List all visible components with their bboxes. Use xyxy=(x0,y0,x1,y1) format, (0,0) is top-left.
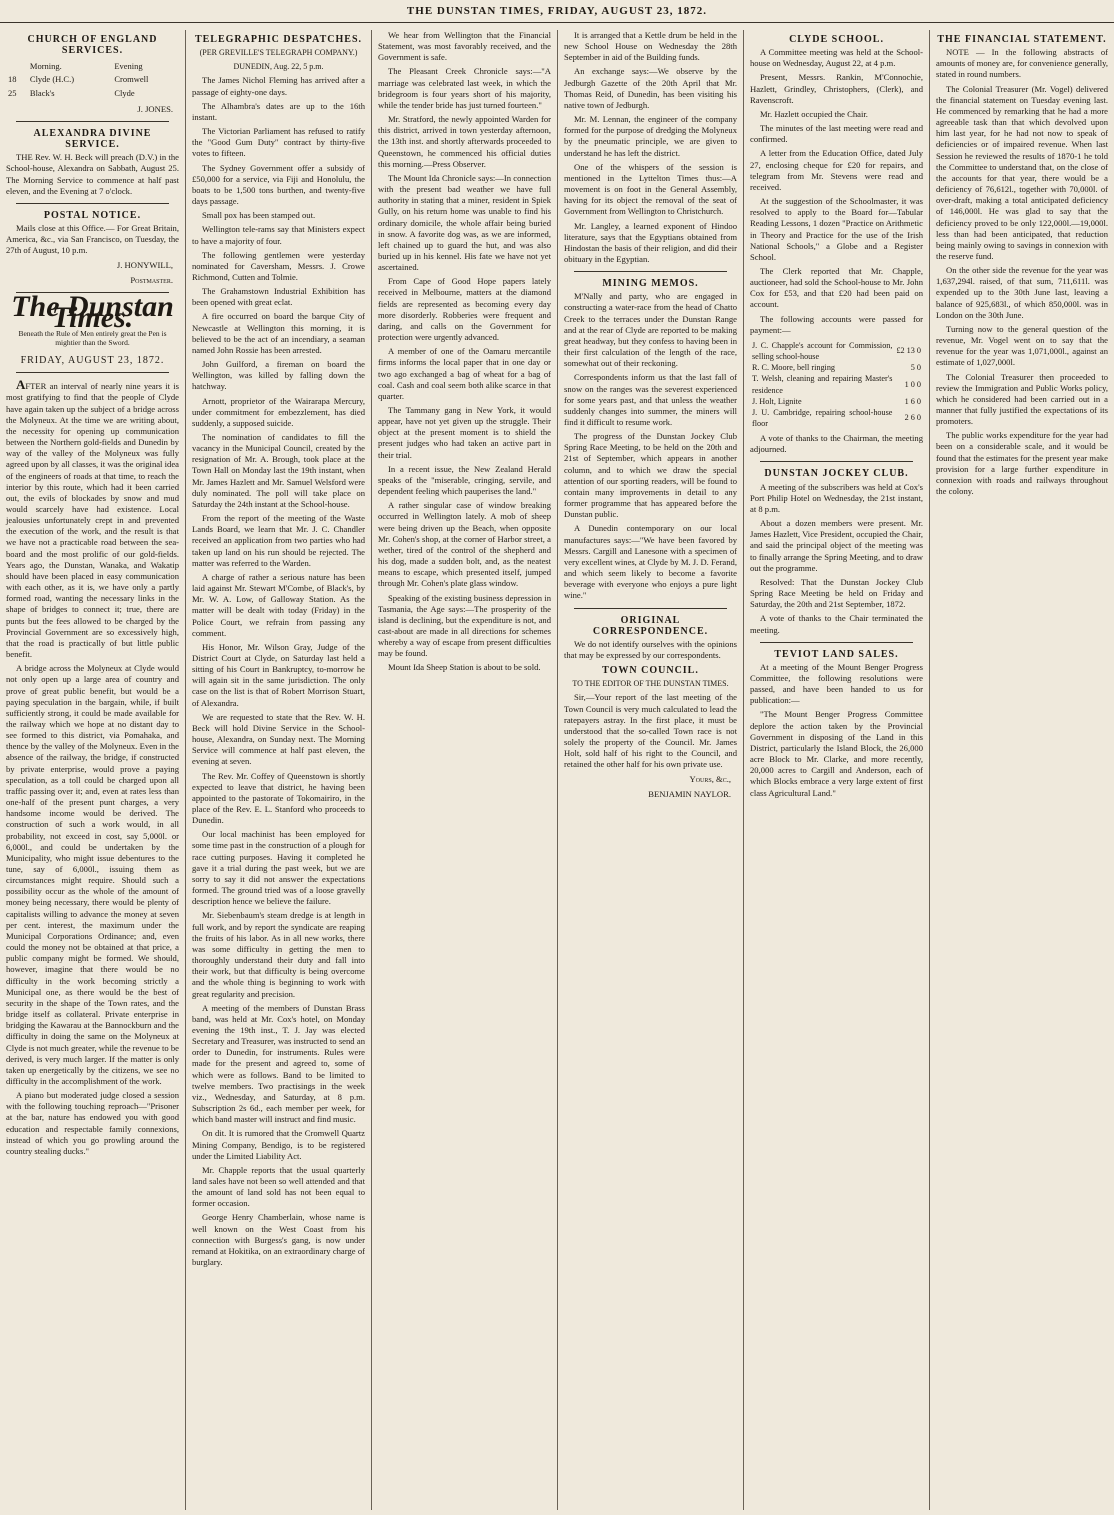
clyde-paragraph: The following accounts were passed for payment:— xyxy=(750,313,923,335)
teviot-items xyxy=(750,662,923,799)
clyde-paragraph: Mr. Hazlett occupied the Chair. xyxy=(760,108,868,119)
town-council-heading: TOWN COUNCIL. xyxy=(602,665,699,677)
financial-paragraph: The Colonial Treasurer (Mr. Vogel) delivered the financial statement on Tuesday evening last. He commenced by remarking that he had a more agreeable task than that which devolved upon him last year, for he had not now to speak of deficiencies or of impaired revenue. When last Session he reviewed the results of 1870-1 he told the Committee to understand that, on the close of the accounts for that year, there would be a deficiency of 76,612l., together with 70,000l. of over-draft, making a total anticipated deficiency of 146,000l. He was glad to say that the deficiency proved to be only 122,000l.—19,000l. less than had been anticipated, that reduction being mainly owing to savings in connexion with the reserve fund. xyxy=(936,83,1108,261)
payment-item: J. U. Cambridge, repairing school-house floor xyxy=(752,407,893,428)
clyde-school-heading: CLYDE SCHOOL. xyxy=(789,34,884,45)
telegraph-dateline: DUNEDIN, Aug. 22, 5 p.m. xyxy=(233,62,324,72)
clyde-paragraph: A letter from the Education Office, dated July 27, enclosing cheque for £20 for repairs, and telegram from Mr. Stevens were read and received. xyxy=(750,148,923,192)
service-evening: Cromwell xyxy=(114,74,149,85)
postal-signature: J. HONYWILL, xyxy=(116,259,173,270)
divider xyxy=(16,121,169,122)
divider xyxy=(16,203,169,204)
news-items xyxy=(564,30,737,265)
news-paragraph: From the report of the meeting of the Waste Lands Board, we learn that Mr. J. C. Chandler received an application from two parties who had taken up land on his run should be rejected. The matter was referred to the Warden. xyxy=(192,513,365,568)
news-paragraph: The Victorian Parliament has refused to ratify the "Good Gum Duty" contract by thirty-five votes to fifteen. xyxy=(192,126,365,159)
news-paragraph: From Cape of Good Hope papers lately received in Melbourne, matters at the diamond fields are represented as becoming every day more disorderly. Robberies were frequent and daring, and calls on the Government for protection were urgently advanced. xyxy=(378,276,551,343)
correspondence-heading: ORIGINAL CORRESPONDENCE. xyxy=(592,614,709,637)
letter-signoff: Yours, &c., xyxy=(689,773,731,784)
jockey-items xyxy=(750,482,923,636)
divider xyxy=(574,608,727,609)
service-evening: Clyde xyxy=(114,87,135,98)
col-morning: Morning. xyxy=(29,61,62,72)
payment-item: J. C. Chapple's account for Commission, selling school-house xyxy=(752,340,893,362)
church-services-heading: CHURCH OF ENGLAND SERVICES. xyxy=(27,34,158,57)
letter-addressee: TO THE EDITOR OF THE DUNSTAN TIMES. xyxy=(572,679,729,689)
news-paragraph: Mr. Stratford, the newly appointed Warden for this district, arrived in town yesterday afternoon, the 13th inst. and shortly afterwards proceeded to Queenstown, he commenced his official duties this morning.—Press Observer. xyxy=(378,114,551,169)
running-head: THE DUNSTAN TIMES, FRIDAY, AUGUST 23, 1872. xyxy=(0,0,1114,23)
payment-amount: 1 6 0 xyxy=(904,396,921,406)
news-paragraph: On dit. It is rumored that the Cromwell Quartz Mining Company, Bendigo, is to be registered under the Limited Liability Act. xyxy=(192,1128,365,1161)
news-paragraph: The James Nichol Fleming has arrived after a passage of eighty-one days. xyxy=(192,75,365,97)
column-2 xyxy=(186,30,372,1510)
payment-amount: £2 13 0 xyxy=(896,346,921,356)
news-paragraph: One of the whispers of the session is mentioned in the Lyttelton Times thus:—A movement is on foot in the General Assembly, having for its object the removal of the seat of Government from Wellington to Christchurch. xyxy=(564,161,737,217)
news-paragraph: We are requested to state that the Rev. W. H. Beck will hold Divine Service in the School-house, Alexandra, on Sunday next. The Morning Service will commence at half past eleven, the evening at seven. xyxy=(192,711,365,767)
paper-motto: Beneath the Rule of Men entirely great the Pen is mightier than the Sword. xyxy=(18,329,167,348)
telegraph-source: (PER GREVILLE'S TELEGRAPH COMPANY.) xyxy=(199,48,358,58)
news-paragraph: His Honor, Mr. Wilson Gray, Judge of the District Court at Clyde, on Saturday last held a sitting of his Court in Bankruptcy, to-morrow he will again sit in the same jurisdiction. The only case on the list is that of Robert Morrison Stuart, of Alexandra. xyxy=(192,641,365,708)
financial-statement-heading: THE FINANCIAL STATEMENT. xyxy=(937,34,1107,45)
news-paragraph: The Sydney Government offer a subsidy of £50,000 for a service, via Fiji and Honolulu, the boats to be 1,500 tons burthen, and twenty-five days passage. xyxy=(192,162,365,207)
divider xyxy=(760,461,913,462)
mining-paragraph: Correspondents inform us that the last fall of snow on the ranges was the severest experienced for some years past, and that unless the weather suddenly changes into summer, the miners will find it difficult to resume work. xyxy=(564,372,737,427)
teviot-heading: TEVIOT LAND SALES. xyxy=(774,648,899,660)
payment-amount: 1 0 0 xyxy=(904,379,921,389)
service-day: 25 xyxy=(8,87,17,98)
services-header-row xyxy=(6,60,179,73)
services-signature: J. JONES. xyxy=(137,103,173,114)
jockey-paragraph: Resolved: That the Dunstan Jockey Club Spring Race Meeting be held on Friday and Saturday, the 20th and 21st September, 1872. xyxy=(750,576,923,610)
clyde-intro: A Committee meeting was held at the School-house on Wednesday, August 22, at 4 p.m. xyxy=(750,47,923,69)
financial-note: NOTE — In the following abstracts of amounts of money are, for convenience generally, stated in round numbers. xyxy=(936,47,1108,80)
payment-row xyxy=(750,407,923,429)
news-paragraph: In a recent issue, the New Zealand Herald speaks of the "miserable, cringing, servile, and dependent feeling which pauperises the land." xyxy=(378,463,551,497)
news-paragraph: The Mount Ida Chronicle says:—In connection with the present bad weather we have full authority in stating that a miner, resident in Spiek Gully, on his return home was unable to find his ordinary domicile, the whole affair being buried in snow. A favorite dog was, as we are informed, left chained up to guard the hut, and was also buried up in his kennel. His fate we have not yet ascertained. xyxy=(378,172,551,273)
postal-notice-heading: POSTAL NOTICE. xyxy=(43,209,142,221)
issue-date: FRIDAY, AUGUST 23, 1872. xyxy=(20,355,165,367)
council-letter: Sir,—Your report of the last meeting of the Town Council is very much calculated to lead the ratepayers astray. In the first place, it must be understood that the so-called Town race is not solely the property of the Council. Mr. James Holt, sold half of his right to the Council, and retained the other half for his own private use. xyxy=(564,692,737,770)
payment-row xyxy=(750,362,923,373)
news-paragraph: Arnott, proprietor of the Wairarapa Mercury, under commitment for embezzlement, has died suddenly, a supposed suicide. xyxy=(192,395,365,428)
financial-items xyxy=(936,84,1108,498)
clyde-paragraph: Present, Messrs. Rankin, M'Connochie, Hazlett, Grindley, Christophers, (Clerk), and Ravenscroft. xyxy=(750,72,923,105)
financial-paragraph: The Colonial Treasurer then proceeded to review the Immigration and Public Works policy, which he considered had been carried out in a manner that fully justified the expectations of its promoters. xyxy=(936,371,1108,427)
editorial-paragraph: A piano but moderated judge closed a session with the following touching reproach—"Prisoner at the bar, nature has endowed you with good education and respectable family connexions, instead of which you go prowling around the country stealing ducks." xyxy=(6,1090,179,1156)
mining-memos-heading: MINING MEMOS. xyxy=(602,278,699,290)
col-evening: Evening xyxy=(114,61,143,72)
news-paragraph: It is arranged that a Kettle drum be held in the new School House on Wednesday the 28th September in aid of the Building funds. xyxy=(564,30,737,63)
news-paragraph: The Pleasant Creek Chronicle says:—"A marriage was celebrated last week, in which the bridegroom is four years short of his majority, while the tender bride has just turned fourteen." xyxy=(378,66,551,110)
payment-row xyxy=(750,396,923,407)
news-items xyxy=(192,75,365,1268)
jockey-club-heading: DUNSTAN JOCKEY CLUB. xyxy=(764,468,909,480)
payment-item: R. C. Moore, bell ringing xyxy=(752,363,836,373)
news-paragraph: Speaking of the existing business depression in Tasmania, the Age says:—The prosperity of the island is declining, but the expenditure is not, and cast-about are made in all directions for schemes whereby a way of escape from present difficulties may be found. xyxy=(378,592,551,659)
alexandra-service-heading: ALEXANDRA DIVINE SERVICE. xyxy=(33,127,152,151)
jockey-paragraph: About a dozen members were present. Mr. James Hazlett, Vice President, occupied the Chair, and said the principal object of the meeting was to finally arrange the Spring Meeting, and to draw out the programme. xyxy=(750,518,923,573)
mining-items xyxy=(564,291,737,601)
telegraphic-heading: TELEGRAPHIC DESPATCHES. xyxy=(194,34,363,45)
clyde-paragraph: The Clerk reported that Mr. Chapple, auctioneer, had sold the School-house to Mr. John Cox for £53, and that £20 had been paid on account. xyxy=(750,265,923,310)
news-paragraph: An exchange says:—We observe by the Jedburgh Gazette of the 20th April that Mr. Thomas Reid, of Dunedin, has been visiting his native town of Jedburgh. xyxy=(564,66,737,110)
alexandra-service-text: THE Rev. W. H. Beck will preach (D.V.) in the School-house, Alexandra on Sabbath, August 25. The Morning Service to commence at half past eleven, and the Evening at 7 o'clock. xyxy=(6,152,179,196)
jockey-paragraph: A meeting of the subscribers was held at Cox's Port Philip Hotel on Wednesday, the 21st instant, at 8 p.m. xyxy=(750,481,923,514)
news-paragraph: The Grahamstown Industrial Exhibition has been opened with great eclat. xyxy=(192,286,365,308)
mining-paragraph: The progress of the Dunstan Jockey Club Spring Race Meeting, to be held on the 20th and 21st of September, which appears in another column, and to which we draw the special attention of our sporting readers, will be found to contain many improvements in detail to any former programme that has appeared before the Dunstan public. xyxy=(564,431,737,520)
news-paragraph: The nomination of candidates to fill the vacancy in the Municipal Council, created by the resignation of Mr. A. Brough, took place at the Town Hall on Monday last the 19th instant, when Mr. James Hazlett and Mr. Samuel Welsford were duly nominated. The poll will take place on Saturday the 24th instant at the School-house. xyxy=(192,432,365,509)
financial-paragraph: Turning now to the general question of the revenue, Mr. Vogel went on to say that the revenue for the year was 1,071,000l., against an estimate of 1,027,000l. xyxy=(936,323,1108,368)
letter-signature: BENJAMIN NAYLOR. xyxy=(648,788,731,799)
services-row xyxy=(6,87,179,100)
clyde-paragraph: The minutes of the last meeting were read and confirmed. xyxy=(750,123,923,145)
payment-item: T. Welsh, cleaning and repairing Master's residence xyxy=(752,374,893,395)
payment-amount: 5 0 xyxy=(910,363,921,373)
service-day: 18 xyxy=(8,74,17,85)
column-6 xyxy=(930,30,1114,1510)
news-paragraph: Wellington tele-rams say that Ministers expect to have a majority of four. xyxy=(192,224,365,246)
mining-paragraph: A Dunedin contemporary on our local manufactures says:—"We have been favored by Messrs. Cargill and Lanesone with a specimen of very excellent wines, at Clyde by M. J. D. Ferand, and which seem likely to become a favorite beverage with everyone who enjoys a pure light wine." xyxy=(564,523,737,601)
news-paragraph: Small pox has been stamped out. xyxy=(202,210,316,221)
column-4 xyxy=(558,30,744,1510)
services-table xyxy=(6,60,179,99)
postal-notice-text: Mails close at this Office.— For Great Britain, America, &c., via San Francisco, on Tuesday, the 27th of August, 10 p.m. xyxy=(6,223,179,256)
news-paragraph: The Tammany gang in New York, it would appear, have not yet given up the struggle. Their object at the present moment is to shield the present judges who had taken an active part in their trial. xyxy=(378,405,551,460)
payment-row xyxy=(750,340,923,362)
payments-table xyxy=(750,340,923,429)
paper-title: The Dunstan Times. xyxy=(11,289,174,334)
news-paragraph: Mount Ida Sheep Station is about to be sold. xyxy=(388,662,541,673)
editorial-paragraph: AFTER an interval of nearly nine years it is most gratifying to find that the people of Clyde have again taken up the subject of a bridge across the Molyneux. At the time we are writing about, the necessity for opening up communication between the Northern gold-fields and Dunedin by way of the valley of the Molyneux was fully agreed upon by all classes, it was the original idea of the engineers of roads at that time, to reach the interior by this route, which had it been carried out, the evils of blockades by snow and mud would scarcely have had existence. Local jealousies unfortunately crept in and prevented the execution of the work, and the result is that we have not a practicable road between the sea-board and the most prolific of our gold-fields. Years ago, the Dunstan, Wanaka, and Wakatip should have been placed in easy communication with each other, as it is, we have only a partly formed road, wanting the necessary links in the shape of bridges to connect it; true, there are punts but the fees allowed to be charged by the Provincial Government are so excessively high, that the road is practically of but little public benefit. xyxy=(6,377,179,660)
clyde-closing: A vote of thanks to the Chairman, the meeting adjourned. xyxy=(750,433,923,455)
news-paragraph: A meeting of the members of Dunstan Brass band, was held at Mr. Cox's hotel, on Monday evening the 19th inst., T. J. Jay was elected Secretary and Treasurer, was instructed to send an order to Dunedin, for instruments. Rules were made for the present and agreed to, some of which were as follows. Band to be limited to twelve members. Two practisings in the week viz., Wednesday, and Saturday, at 8 p.m. Subscription 2s 6d., each member per week, for which band master will instruct and find music. xyxy=(192,1002,365,1125)
news-paragraph: Our local machinist has been employed for some time past in the construction of a plough for race cutting purposes. Having it completed he gave it a trial during the past week, but we are sorry to say it did not answer the expectations formed. The ground tried was of a loose gravelly description hence we believe the failure. xyxy=(192,829,365,907)
service-morning: Clyde (H.C.) xyxy=(29,74,75,85)
teviot-paragraph: "The Mount Benger Progress Committee deplore the action taken by the Provincial Government in disposing of the Land in this District, particularly the Island Block, the 26,000 acre Block to Mr. Clarke, and more recently, 20,000 acres to Cargill and Anderson, each of which Blocks embrace a very large extent of first class Agricultural Land." xyxy=(750,709,923,798)
teviot-paragraph: At a meeting of the Mount Benger Progress Committee, the following resolutions were passed, and have been handed to us for publication:— xyxy=(750,661,923,706)
news-paragraph: A rather singular case of window breaking occurred in Wellington lately. A mob of sheep were being driven up the Beach, when opposite Mr. Cohen's shop, at the corner of Harbor street, a wether, tired of the control of the shepherd and his dog, made a sudden bolt, and, as the neatest means to escape, which presented itself, jumped through Mr. Cohen's plate glass window. xyxy=(378,500,551,589)
financial-paragraph: The public works expenditure for the year had been on a considerable scale, and it would be found that the estimates for the present year make provision for a large further expenditure in connexion with roads and railways throughout the colony. xyxy=(936,430,1108,497)
jockey-paragraph: A vote of thanks to the Chair terminated the meeting. xyxy=(750,613,923,635)
news-paragraph: George Henry Chamberlain, whose name is well known on the West Coast from his connection with Burgess's gang, is now under remand at Hokitika, on an extraordinary charge of burglary. xyxy=(192,1212,365,1268)
news-paragraph: Mr. M. Lennan, the engineer of the company formed for the purpose of dredging the Molyneux by the pneumatic principle, we are given to understand he has left the district. xyxy=(564,114,737,158)
postal-role: Postmaster. xyxy=(130,274,173,285)
news-paragraph: The following gentlemen were yesterday nominated for Caversham, Messrs. J. Crowe Richmond, Cutten and Tolmie. xyxy=(192,249,365,282)
payment-amount: 2 6 0 xyxy=(904,413,921,423)
column-5 xyxy=(744,30,930,1510)
divider xyxy=(16,372,169,373)
news-paragraph: A fire occurred on board the barque City of Newcastle at Wellington this morning, it is believed to be the act of an incendiary, a seaman named John Rossie has been arrested. xyxy=(192,311,365,355)
column-3 xyxy=(372,30,558,1510)
divider xyxy=(760,642,913,643)
news-paragraph: Mr. Siebenbaum's steam dredge is at length in full work, and by report the syndicate are reaping the fruits of his labor. As in all new works, there was some difficulty in getting the men to thoroughly understand their duty and fall into their work, but that difficulty is being overcome and the whole thing is beginning to work with great regularity and precision. xyxy=(192,910,365,999)
editorial-paragraph: A bridge across the Molyneux at Clyde would not only open up a large area of country and prove of great public benefit, but would be a paying speculation in the bargain, while, if built sufficiently strong, it could be made available for the railway which we hope at no distant day to see formed to this district, via Pomahaka, and thence by the valley of the Molyneux. Even in the absence of the railway, the bridge, if constructed by private enterprise, would prove a paying speculation, as a toll could be charged upon all traffic passing over it; and, even at rates less than one-half of the present punt charges, a very handsome income would be derived. The construction of such a work would, in all probability, not exceed in cost, say 5,000l. or 6,000l., and could be undertaken by the Municipality, who might issue debentures to the tune, say of 6,000l., issuing them as circumstances might require. Should such a possibility occur as the whole of the amount of money being necessary, there would be plenty of capitalists willing to advance the money at seven per cent. interest, the maximum under the Municipal Corporations Ordinance; and, even could the money not be obtained at that price, a public company might be formed. We should, however, imagine that there would be no difficulty in the work becoming strictly a Municipal one, as there would be the best of security in the shape of the Town rates, and the bridge itself as collateral. Private enterprise in bridging the Kawarau at the Bannockburn and the difficulty in doing the same on the Molyneux at Clyde is not much greater, while the revenue to be derived, is very much larger. If the matter is only taken up energetically by the citizens, we see no difficulty in the accomplishment of the work. xyxy=(6,663,179,1086)
mining-paragraph: M'Nally and party, who are engaged in constructing a water-race from the head of Chatto Creek to the terraces under the Dunstan Range and at the rear of Clyde are reported to be making great headway, but they confess to having been in their first calculation of the length of the race, somewhat out of their reckoning. xyxy=(564,291,737,369)
payment-item: J. Holt, Lignite xyxy=(752,396,802,406)
news-paragraph: John Guilford, a fireman on board the Wellington, was killed by falling down the hatchway. xyxy=(192,359,365,392)
column-1 xyxy=(0,30,186,1510)
news-items xyxy=(378,30,551,674)
news-paragraph: Mr. Chapple reports that the usual quarterly land sales have not been so well attended and that the amount of land sold has not been equal to former occasion. xyxy=(192,1164,365,1209)
news-paragraph: The Rev. Mr. Coffey of Queenstown is shortly expected to leave that district, he having been appointed to the pastorate of Tokomairiro, in the place of the Rev. E. L. Stanford who proceeds to Dunedin. xyxy=(192,770,365,826)
service-morning: Black's xyxy=(29,87,55,98)
payment-row xyxy=(750,373,923,395)
news-paragraph: Mr. Langley, a learned exponent of Hindoo literature, says that the Egyptians obtained from Hindostan the basis of their religion, and did their obituary in the Egyptian. xyxy=(564,220,737,264)
news-paragraph: A charge of rather a serious nature has been laid against Mr. Stewart M'Combe, of Black's, by Mr. W. A. Low, of Galloway Station. As the matter will be dealt with today (Friday) in the Police Court, we refrain from passing any comment. xyxy=(192,571,365,638)
correspondence-note: We do not identify ourselves with the opinions that may be expressed by our correspondents. xyxy=(564,638,737,660)
news-paragraph: A member of one of the Oamaru mercantile firms informs the local paper that in one day or two ago exchanged a bag of wheat for a bag of coal. Cash and coal seem both alike scarce in that quarter. xyxy=(378,346,551,401)
clyde-paragraph: At the suggestion of the Schoolmaster, it was resolved to apply to the Board for—Tabular Reading Lessons, 1 dozen "Practice on Arithmetic in Theory and Practice for the use of the Irish National Schools," a Globe and a Register School. xyxy=(750,196,923,262)
divider xyxy=(574,271,727,272)
services-row xyxy=(6,73,179,86)
news-paragraph: We hear from Wellington that the Financial Statement, was most favorably received, and the Government is safe. xyxy=(378,30,551,63)
financial-paragraph: On the other side the revenue for the year was 1,637,294l. raised, of that sum, 711,611l. was expended up to the 30th June last, leaving a balance of 925,683l., of which 850,000l. was in London on the 30th June. xyxy=(936,265,1108,320)
news-paragraph: The Alhambra's dates are up to the 16th instant. xyxy=(192,100,365,122)
clyde-items xyxy=(750,72,923,335)
